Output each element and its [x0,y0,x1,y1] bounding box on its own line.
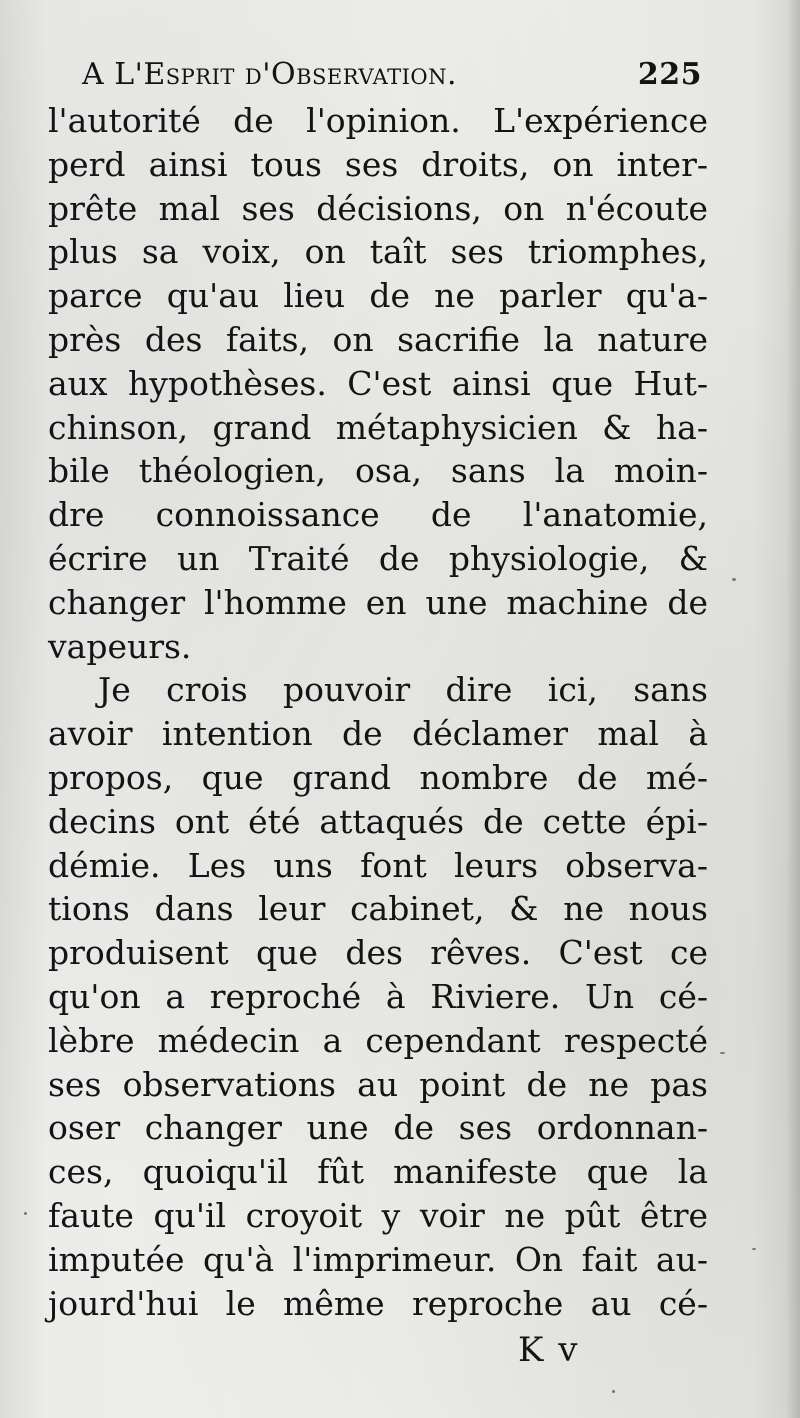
text-line: lèbre médecin a cependant respecté [48,1020,708,1060]
text-line: vapeurs. [48,626,192,666]
text-line: faute qu'il croyoit y voir ne pût être [48,1195,708,1235]
text-line: ses observations au point de ne pas [48,1064,708,1104]
paper-speck [752,1248,756,1250]
text-line: chinson, grand métaphysicien & ha- [48,407,708,447]
text-line: propos, que grand nombre de mé- [48,757,708,797]
paper-speck [732,578,736,581]
text-line: parce qu'au lieu de ne parler qu'a- [48,276,708,316]
page-number: 225 [637,57,702,92]
text-line: Je crois pouvoir dire ici, sans [98,670,708,710]
text-line: changer l'homme en une machine de [48,582,708,622]
page-edge-shadow [786,0,800,1418]
text-line: aux hypothèses. C'est ainsi que Hut- [48,363,708,403]
text-line: imputée qu'à l'imprimeur. On fait au- [48,1239,708,1279]
text-line: qu'on a reproché à Riviere. Un cé- [48,976,708,1016]
text-line: l'autorité de l'opinion. L'expérience [48,101,708,140]
text-line: oser changer une de ses ordonnan- [48,1108,708,1148]
running-title: A L'Esprit d'Observation. [82,57,458,92]
paper-speck [612,1390,615,1393]
text-line: jourd'hui le même reproche au cé- [48,1283,708,1323]
text-line: écrire un Traité de physiologie, & [48,538,708,578]
paper-speck [720,1052,725,1054]
text-line: prête mal ses décisions, on n'écoute [48,188,708,228]
text-line: decins ont été attaqués de cette épi- [48,801,708,841]
body-text [48,99,708,1325]
text-line: plus sa voix, on taît ses triomphes, [48,232,708,272]
text-line: avoir intention de déclamer mal à [48,714,708,754]
paper-speck [24,1212,27,1215]
text-line: perd ainsi tous ses droits, on inter- [48,144,708,184]
text-line: démie. Les uns font leurs observa- [48,845,708,885]
text-line: bile théologien, osa, sans la moin- [48,451,708,491]
text-line: dre connoissance de l'anatomie, [48,495,708,535]
text-line: tions dans leur cabinet, & ne nous [48,889,708,929]
running-head [82,56,702,94]
signature-mark: K v [518,1330,580,1370]
text-line: près des faits, on sacrifie la nature [48,319,708,359]
text-line: ces, quoiqu'il fût manifeste que la [48,1152,708,1192]
text-line: produisent que des rêves. C'est ce [48,933,708,973]
